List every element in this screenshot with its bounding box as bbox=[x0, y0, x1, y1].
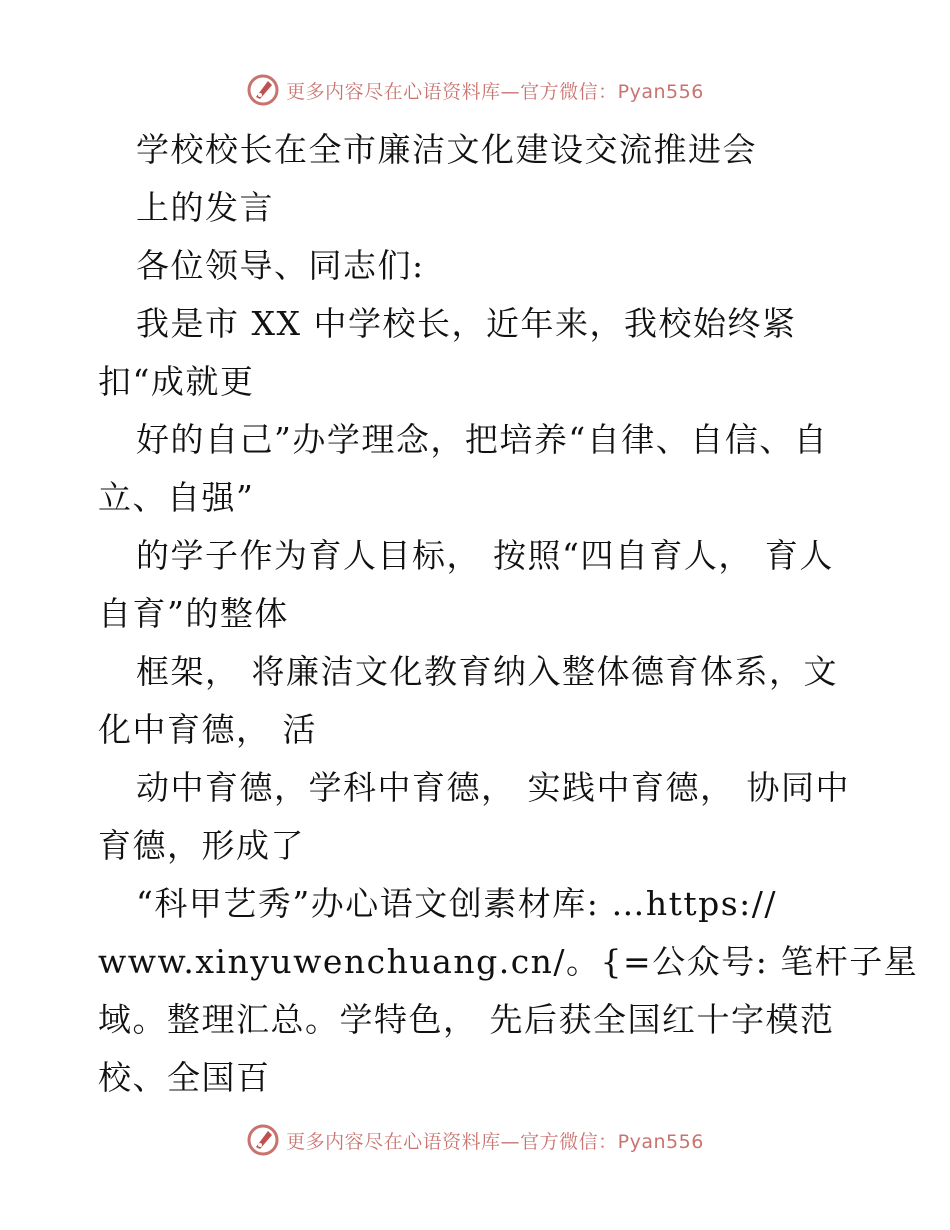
footer-watermark-text: 更多内容尽在心语资料库—官方微信：Pyan556 bbox=[286, 1130, 704, 1153]
text-line: 自育”的整体 bbox=[98, 594, 289, 633]
text-line: 动中育德，学科中育德， 实践中育德， 协同中 bbox=[136, 768, 850, 807]
document-title-line-2: 上的发言 bbox=[136, 188, 274, 227]
text-line: 化中育德， 活 bbox=[98, 710, 317, 749]
text-line: 我是市 XX 中学校长，近年来，我校始终紧 bbox=[136, 304, 797, 343]
header-watermark-banner bbox=[0, 70, 950, 110]
text-line: www.xinyuwenchuang.cn/。{=公众号: 笔杆子星 bbox=[98, 942, 919, 981]
text-line: 校、全国百 bbox=[98, 1058, 271, 1097]
text-line: 好的自己”办学理念，把培养“自律、自信、自 bbox=[136, 420, 829, 459]
text-line: 育德，形成了 bbox=[98, 826, 305, 865]
pen-nib-logo-icon bbox=[246, 73, 280, 107]
text-line: 域。整理汇总。学特色， 先后获全国红十字模范 bbox=[98, 1000, 835, 1039]
document-title-line-1: 学校校长在全市廉洁文化建设交流推进会 bbox=[136, 130, 757, 169]
footer-watermark-banner bbox=[0, 1120, 950, 1160]
text-line: 立、自强” bbox=[98, 478, 255, 517]
pen-nib-logo-icon bbox=[246, 1123, 280, 1157]
text-line: 框架， 将廉洁文化教育纳入整体德育体系，文 bbox=[136, 652, 838, 691]
salutation-line: 各位领导、同志们: bbox=[136, 246, 425, 285]
text-line: “科甲艺秀”办心语文创素材库: …https:// bbox=[136, 884, 778, 923]
text-line: 扣“成就更 bbox=[98, 362, 255, 401]
text-line: 的学子作为育人目标， 按照“四自育人， 育人 bbox=[136, 536, 834, 575]
header-watermark-text: 更多内容尽在心语资料库—官方微信：Pyan556 bbox=[286, 80, 704, 103]
